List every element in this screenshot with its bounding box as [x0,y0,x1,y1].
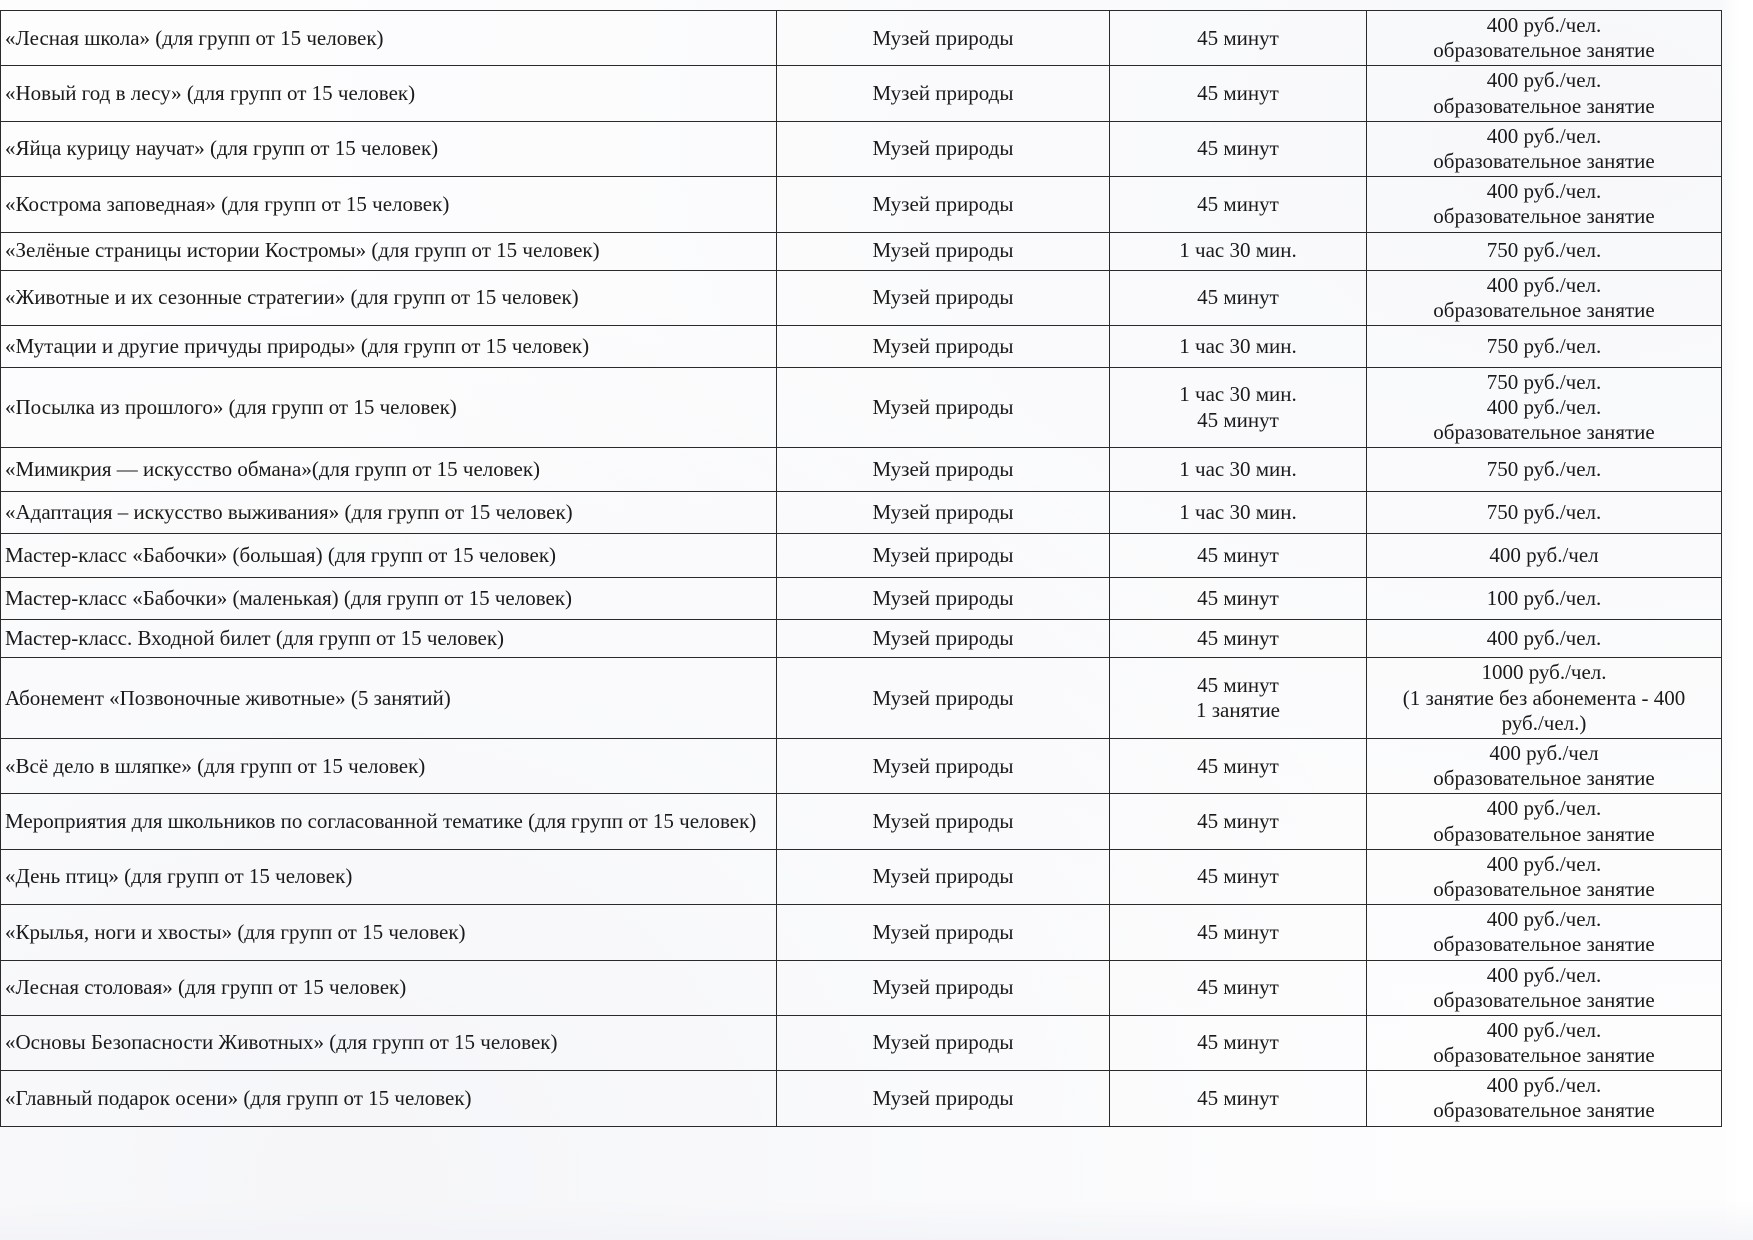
price-line: 1000 руб./чел. [1481,660,1607,685]
program-venue: Музей природы [777,448,1110,492]
program-venue: Музей природы [777,121,1110,176]
table-row [1,739,1722,794]
program-venue: Музей природы [777,11,1110,66]
program-venue: Музей природы [777,232,1110,270]
duration-line: 45 минут [1197,136,1279,161]
program-name: Мастер-класс «Бабочки» (маленькая) (для групп от 15 человек) [1,578,777,620]
price-line: 100 руб./чел. [1486,586,1602,611]
program-name: «Кострома заповедная» (для групп от 15 человек) [1,177,777,232]
price-line: 400 руб./чел. [1486,272,1602,297]
program-name: Абонемент «Позвоночные животные» (5 занятий) [1,658,777,739]
program-name: «Крылья, ноги и хвосты» (для групп от 15 человек) [1,905,777,960]
price-line: 750 руб./чел. [1486,457,1602,482]
duration-line: 45 минут [1197,919,1279,944]
program-price [1367,578,1722,620]
scan-margin-bottom [0,1200,1753,1240]
duration-line: 45 минут [1197,543,1279,568]
program-name: «Главный подарок осени» (для групп от 15 человек) [1,1071,777,1126]
program-venue: Музей природы [777,960,1110,1015]
program-price [1367,905,1722,960]
duration-line: 1 занятие [1196,698,1280,723]
program-venue: Музей природы [777,739,1110,794]
price-line: образовательное занятие [1433,297,1655,322]
duration-line: 1 час 30 мин. [1179,457,1297,482]
price-line: образовательное занятие [1433,821,1655,846]
price-line: 400 руб./чел [1489,543,1599,568]
price-line: 750 руб./чел. [1486,369,1602,394]
program-price [1367,11,1722,66]
table-row [1,492,1722,534]
duration-line: 45 минут [1197,975,1279,1000]
program-venue: Музей природы [777,177,1110,232]
table-row [1,270,1722,325]
program-price [1367,620,1722,658]
program-duration [1110,66,1367,121]
program-duration [1110,270,1367,325]
price-line: образовательное занятие [1433,876,1655,901]
program-name: «Мимикрия — искусство обмана»(для групп от 15 человек) [1,448,777,492]
price-line: 400 руб./чел. [1486,626,1602,651]
price-line: образовательное занятие [1433,1043,1655,1068]
table-row [1,849,1722,904]
program-name: «Животные и их сезонные стратегии» (для групп от 15 человек) [1,270,777,325]
price-line: (1 занятие без абонемента - 400 [1402,685,1686,710]
price-line: образовательное занятие [1433,93,1655,118]
program-venue: Музей природы [777,658,1110,739]
duration-line: 45 минут [1197,407,1279,432]
program-duration [1110,794,1367,849]
table-row [1,794,1722,849]
program-price [1367,849,1722,904]
program-price [1367,534,1722,578]
price-line: 400 руб./чел. [1486,395,1602,420]
table-row [1,11,1722,66]
program-name: «Основы Безопасности Животных» (для групп от 15 человек) [1,1015,777,1070]
program-name: Мероприятия для школьников по согласованной тематике (для групп от 15 человек) [1,794,777,849]
table-row [1,534,1722,578]
program-venue: Музей природы [777,905,1110,960]
program-duration [1110,325,1367,367]
program-venue: Музей природы [777,578,1110,620]
program-price [1367,739,1722,794]
program-duration [1110,905,1367,960]
program-venue: Музей природы [777,1015,1110,1070]
duration-line: 45 минут [1197,673,1279,698]
duration-line: 45 минут [1197,808,1279,833]
program-name: «Мутации и другие причуды природы» (для групп от 15 человек) [1,325,777,367]
program-venue: Музей природы [777,270,1110,325]
program-duration [1110,367,1367,448]
duration-line: 45 минут [1197,80,1279,105]
program-duration [1110,232,1367,270]
program-duration [1110,534,1367,578]
table-row [1,232,1722,270]
program-price [1367,232,1722,270]
program-price [1367,658,1722,739]
program-price [1367,1015,1722,1070]
price-line: 400 руб./чел. [1486,1073,1602,1098]
duration-line: 45 минут [1197,25,1279,50]
price-line: образовательное занятие [1433,932,1655,957]
duration-line: 1 час 30 мин. [1179,382,1297,407]
duration-line: 45 минут [1197,1085,1279,1110]
program-name: «Зелёные страницы истории Костромы» (для групп от 15 человек) [1,232,777,270]
program-price [1367,960,1722,1015]
price-line: руб./чел.) [1501,710,1587,735]
price-line: 400 руб./чел. [1486,907,1602,932]
table-row [1,960,1722,1015]
table-row [1,1071,1722,1126]
program-price [1367,1071,1722,1126]
program-price [1367,794,1722,849]
program-price [1367,492,1722,534]
program-duration [1110,448,1367,492]
program-name: «Лесная столовая» (для групп от 15 человек) [1,960,777,1015]
program-duration [1110,11,1367,66]
price-table-body [1,11,1722,1127]
price-line: образовательное занятие [1433,148,1655,173]
table-row [1,1015,1722,1070]
price-line: 400 руб./чел. [1486,123,1602,148]
price-line: образовательное занятие [1433,204,1655,229]
program-venue: Музей природы [777,1071,1110,1126]
program-price [1367,367,1722,448]
program-name: «Посылка из прошлого» (для групп от 15 человек) [1,367,777,448]
price-line: образовательное занятие [1433,766,1655,791]
price-line: 750 руб./чел. [1486,333,1602,358]
program-venue: Музей природы [777,66,1110,121]
program-duration [1110,177,1367,232]
program-duration [1110,492,1367,534]
program-name: «Новый год в лесу» (для групп от 15 человек) [1,66,777,121]
price-line: образовательное занятие [1433,420,1655,445]
program-price [1367,177,1722,232]
duration-line: 1 час 30 мин. [1179,500,1297,525]
program-venue: Музей природы [777,620,1110,658]
duration-line: 45 минут [1197,626,1279,651]
table-row [1,66,1722,121]
price-line: 400 руб./чел. [1486,962,1602,987]
program-venue: Музей природы [777,492,1110,534]
price-line: образовательное занятие [1433,1098,1655,1123]
program-duration [1110,1071,1367,1126]
table-row [1,177,1722,232]
price-line: образовательное занятие [1433,38,1655,63]
price-table [0,10,1722,1127]
program-duration [1110,849,1367,904]
program-venue: Музей природы [777,794,1110,849]
program-duration [1110,620,1367,658]
duration-line: 45 минут [1197,586,1279,611]
duration-line: 45 минут [1197,753,1279,778]
table-row [1,905,1722,960]
program-venue: Музей природы [777,534,1110,578]
duration-line: 1 час 30 мин. [1179,238,1297,263]
scan-margin-right [1721,0,1753,1240]
table-row [1,448,1722,492]
price-line: 400 руб./чел. [1486,851,1602,876]
table-row [1,658,1722,739]
duration-line: 45 минут [1197,864,1279,889]
price-line: 750 руб./чел. [1486,500,1602,525]
program-duration [1110,578,1367,620]
table-row [1,121,1722,176]
price-line: 400 руб./чел. [1486,1017,1602,1042]
price-line: 400 руб./чел. [1486,68,1602,93]
program-venue: Музей природы [777,325,1110,367]
duration-line: 45 минут [1197,1030,1279,1055]
program-price [1367,270,1722,325]
duration-line: 1 час 30 мин. [1179,333,1297,358]
price-line: 400 руб./чел [1489,741,1599,765]
price-line: 400 руб./чел. [1486,796,1602,821]
program-name: «Адаптация – искусство выживания» (для групп от 15 человек) [1,492,777,534]
program-name: Мастер-класс. Входной билет (для групп от 15 человек) [1,620,777,658]
table-row [1,367,1722,448]
price-line: образовательное занятие [1433,987,1655,1012]
table-row [1,620,1722,658]
price-line: 750 руб./чел. [1486,238,1602,263]
duration-line: 45 минут [1197,191,1279,216]
price-line: 400 руб./чел. [1486,13,1602,37]
program-duration [1110,739,1367,794]
table-row [1,325,1722,367]
duration-line: 45 минут [1197,285,1279,310]
program-name: «Яйца курицу научат» (для групп от 15 человек) [1,121,777,176]
program-name: «Лесная школа» (для групп от 15 человек) [1,11,777,66]
program-duration [1110,121,1367,176]
program-duration [1110,658,1367,739]
program-duration [1110,1015,1367,1070]
program-name: Мастер-класс «Бабочки» (большая) (для групп от 15 человек) [1,534,777,578]
program-name: «День птиц» (для групп от 15 человек) [1,849,777,904]
program-venue: Музей природы [777,367,1110,448]
program-price [1367,121,1722,176]
price-line: 400 руб./чел. [1486,179,1602,204]
program-price [1367,325,1722,367]
program-price [1367,66,1722,121]
table-row [1,578,1722,620]
program-name: «Всё дело в шляпке» (для групп от 15 человек) [1,739,777,794]
program-venue: Музей природы [777,849,1110,904]
program-price [1367,448,1722,492]
program-duration [1110,960,1367,1015]
